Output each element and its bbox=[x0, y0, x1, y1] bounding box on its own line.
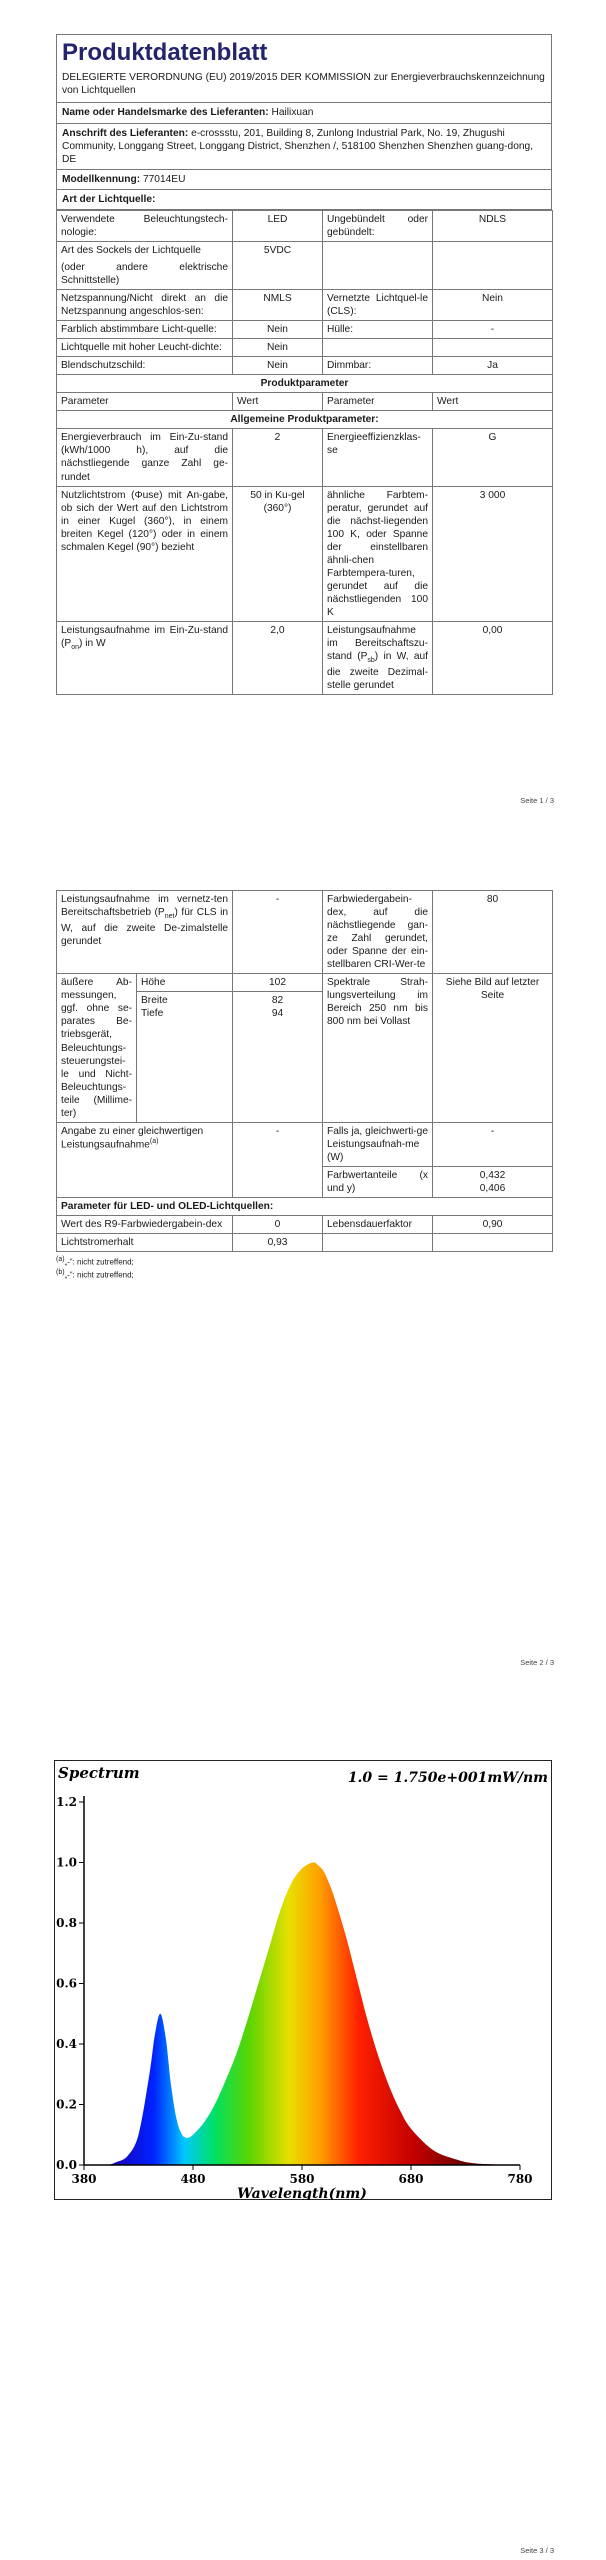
cell-empty bbox=[323, 1234, 433, 1252]
column-header-value: Wert bbox=[433, 393, 553, 411]
x-tick-label: 580 bbox=[289, 2172, 315, 2186]
cell-label: Energieeffizienzklas-se bbox=[323, 429, 433, 486]
x-axis-title: Wavelength(nm) bbox=[237, 2186, 367, 2200]
footnote-b: $^{(b)}$„-“: nicht zutreffend; bbox=[56, 1269, 134, 1280]
cell-label: Farbwertanteile (x und y) bbox=[323, 1166, 433, 1197]
table-row bbox=[57, 486, 553, 621]
table-row bbox=[57, 290, 553, 321]
page-number: Seite 1 / 3 bbox=[520, 796, 554, 805]
dimensions-label: äußere Ab-messungen, ggf. ohne se-parates Be-triebsgerät, Beleuchtungs-steuerungstei-le und Nicht-Beleuchtungs-teile (Millime-ter) bbox=[57, 974, 137, 1123]
cell-label: Lebensdauerfaktor bbox=[323, 1216, 433, 1234]
cell-value: 80 bbox=[433, 891, 553, 974]
address-row bbox=[56, 124, 552, 170]
cell-value: 3 000 bbox=[433, 486, 553, 621]
dimensions-names bbox=[137, 974, 233, 1123]
address-label: Anschrift des Lieferanten: bbox=[62, 127, 189, 139]
table-row bbox=[57, 891, 553, 974]
depth-value: 94 bbox=[271, 1008, 284, 1020]
cell-label: Ungebündelt oder gebündelt: bbox=[323, 210, 433, 241]
cell-label: Farblich abstimmbare Licht-quelle: bbox=[57, 321, 233, 339]
chart-annotation: 1.0 = 1.750e+001mW/nm bbox=[347, 1770, 548, 1786]
page-number: Seite 2 / 3 bbox=[520, 1658, 554, 1667]
cell-value: 0 bbox=[233, 1216, 323, 1234]
cell-label: Lichtquelle mit hoher Leucht-dichte: bbox=[57, 339, 233, 357]
table-row bbox=[57, 321, 553, 339]
cell-value: Siehe Bild auf letzter Seite bbox=[433, 974, 553, 1123]
product-parameters-title: Produktparameter bbox=[57, 375, 553, 393]
footnotes bbox=[56, 1255, 552, 1281]
cell-empty bbox=[323, 241, 433, 289]
column-header-value: Wert bbox=[233, 393, 323, 411]
document-title: Produktdatenblatt bbox=[62, 39, 268, 66]
cell-label: Netzspannung/Nicht direkt an die Netzspannung angeschlos-sen: bbox=[57, 290, 233, 321]
cell-label: ähnliche Farbtem-peratur, gerundet auf die nächst-liegenden 100 K, oder Spanne der einstellbaren ähnli-chen Farbtempera-turen, gerundet auf die nächstliegenden 100 K bbox=[323, 486, 433, 621]
regulation-text: DELEGIERTE VERORDNUNG (EU) 2019/2015 DER KOMMISSION zur Energieverbrauchskennzeichnung von Lichtquellen bbox=[62, 72, 545, 97]
cell-value: Nein bbox=[233, 321, 323, 339]
cell-value: - bbox=[233, 1122, 323, 1197]
x-tick-label: 780 bbox=[507, 2172, 533, 2186]
y-tick-label: 0.2 bbox=[56, 2097, 77, 2112]
column-header-parameter: Parameter bbox=[57, 393, 233, 411]
type-heading: Art der Lichtquelle: bbox=[56, 190, 552, 210]
chromaticity-y: 0,406 bbox=[479, 1182, 506, 1194]
cell-label: Leistungsaufnahme im vernetz-ten Bereitschaftsbetrieb $(P_{net})$ für CLS in W, auf die zweite De-zimalstelle gerundet bbox=[57, 891, 233, 974]
cell-empty bbox=[433, 339, 553, 357]
x-tick-label: 380 bbox=[71, 2172, 97, 2186]
page-3 bbox=[0, 1690, 606, 2560]
table-row bbox=[57, 1216, 553, 1234]
page-1 bbox=[0, 0, 606, 830]
table-row bbox=[57, 1122, 553, 1166]
page-2 bbox=[0, 830, 606, 1690]
table-row bbox=[57, 974, 553, 1123]
cell-empty bbox=[433, 241, 553, 289]
cell-label: Spektrale Strah-lungsverteilung im Bereich 250 nm bis 800 nm bei Vollast bbox=[323, 974, 433, 1123]
general-parameters-title: Allgemeine Produktparameter: bbox=[57, 411, 553, 429]
cell-label: Nutzlichtstrom (Φuse) mit An-gabe, ob sich der Wert auf den Lichtstrom in einer Kugel (360°), in einem breiten Kegel (120°) oder in einem schmalen Kegel (90°) bezieht bbox=[57, 486, 233, 621]
y-tick-label: 1.2 bbox=[56, 1795, 77, 1809]
y-tick-label: 0.4 bbox=[56, 2037, 77, 2051]
cell-label: Angabe zu einer gleichwertigen Leistungsaufnahme$^{(a)}$ bbox=[57, 1122, 233, 1197]
cell-label: Leistungsaufnahme im Ein-Zu-stand $(P_{on})$ in W bbox=[57, 622, 233, 695]
cell-value: 50 in Ku-gel (360°) bbox=[233, 486, 323, 621]
chromaticity-values bbox=[433, 1166, 553, 1197]
cell-value: 0,93 bbox=[233, 1234, 323, 1252]
column-header-parameter: Parameter bbox=[323, 393, 433, 411]
parameters-continued bbox=[56, 890, 552, 1281]
address-value: e-crossstu, 201, Building 8, Zunlong Industrial Park, No. 19, Zhugushi Community, Longgang Street, Longgang District, Shenzhen /, 518100 Shenzhen Shenzhen guang-dong, DE bbox=[62, 127, 534, 165]
depth-label: Tiefe bbox=[141, 1008, 164, 1020]
y-tick-label: 0.0 bbox=[56, 2158, 77, 2172]
cell-label: Falls ja, gleichwerti-ge Leistungsaufnah-me (W) bbox=[323, 1122, 433, 1166]
table-row bbox=[57, 1234, 553, 1252]
table-row bbox=[57, 622, 553, 695]
y-tick-label: 0.6 bbox=[56, 1976, 77, 1991]
cell-value: 2,0 bbox=[233, 622, 323, 695]
cell-label: Energieverbrauch im Ein-Zu-stand (kWh/1000 h), auf die nächstliegende ganze Zahl ge-rundet bbox=[57, 429, 233, 486]
cell-value: NMLS bbox=[233, 290, 323, 321]
footnote-a: $^{(a)}$„-“: nicht zutreffend; bbox=[56, 1256, 134, 1267]
model-row bbox=[56, 170, 552, 190]
cell-label: (oder andere elektrische Schnittstelle) bbox=[57, 259, 233, 290]
height-label: Höhe bbox=[137, 974, 232, 992]
cell-value: - bbox=[233, 891, 323, 974]
section-title-row bbox=[57, 1198, 553, 1216]
table-row bbox=[57, 241, 553, 259]
section-title-row bbox=[57, 411, 553, 429]
section-title-row bbox=[57, 375, 553, 393]
light-source-type-table bbox=[56, 210, 553, 695]
cell-label: Lichtstromerhalt bbox=[57, 1234, 233, 1252]
title-box bbox=[56, 34, 552, 103]
cell-value: G bbox=[433, 429, 553, 486]
cell-value: 5VDC bbox=[233, 241, 323, 259]
cell-value: 2 bbox=[233, 429, 323, 486]
cell-label: Art des Sockels der Lichtquelle bbox=[57, 241, 233, 259]
cell-label: Vernetzte Lichtquel-le (CLS): bbox=[323, 290, 433, 321]
width-label: Breite bbox=[141, 995, 168, 1007]
model-value: 77014EU bbox=[142, 173, 186, 185]
cell-value: - bbox=[433, 1122, 553, 1166]
cell-label: Leistungsaufnahme im Bereitschaftszu-stand $(P_{sb})$ in W, auf die zweite Dezimal-stelle gerundet bbox=[323, 622, 433, 695]
y-tick-label: 0.8 bbox=[56, 1916, 77, 1930]
model-label: Modellkennung: bbox=[62, 173, 141, 185]
cell-value: 0,90 bbox=[433, 1216, 553, 1234]
chromaticity-x: 0,432 bbox=[479, 1169, 506, 1181]
cell-value: - bbox=[433, 321, 553, 339]
cell-label: Hülle: bbox=[323, 321, 433, 339]
chart-title: Spectrum bbox=[58, 1764, 140, 1782]
cell-label: Blendschutzschild: bbox=[57, 357, 233, 375]
cell-empty bbox=[233, 259, 323, 290]
y-tick-label: 1.0 bbox=[56, 1855, 77, 1870]
cell-empty bbox=[433, 1234, 553, 1252]
table-row bbox=[57, 339, 553, 357]
x-tick-label: 680 bbox=[398, 2172, 424, 2186]
cell-label: Dimmbar: bbox=[323, 357, 433, 375]
supplier-label: Name oder Handelsmarke des Lieferanten: bbox=[62, 107, 269, 119]
cell-value: Ja bbox=[433, 357, 553, 375]
height-value: 102 bbox=[233, 974, 322, 992]
cell-empty bbox=[323, 339, 433, 357]
cell-value: NDLS bbox=[433, 210, 553, 241]
cell-label: Verwendete Beleuchtungstech-nologie: bbox=[57, 210, 233, 241]
supplier-value: Hailixuan bbox=[271, 107, 314, 119]
table-row bbox=[57, 210, 553, 241]
datasheet-header bbox=[56, 34, 552, 695]
cell-label: Farbwiedergabein-dex, auf die nächstliegende gan-ze Zahl gerundet, oder Spanne der ein-stellbaren CRI-Wer-te bbox=[323, 891, 433, 974]
table-row bbox=[57, 357, 553, 375]
cell-value: Nein bbox=[233, 339, 323, 357]
cell-label: Wert des R9-Farbwiedergabein-dex bbox=[57, 1216, 233, 1234]
dimensions-values bbox=[233, 974, 323, 1123]
parameters-table-continued bbox=[56, 890, 553, 1252]
cell-value: Nein bbox=[433, 290, 553, 321]
width-value: 82 bbox=[271, 995, 284, 1007]
table-row bbox=[57, 429, 553, 486]
supplier-row bbox=[56, 103, 552, 123]
x-tick-label: 480 bbox=[180, 2172, 206, 2186]
cell-value: 0,00 bbox=[433, 622, 553, 695]
led-parameters-title: Parameter für LED- und OLED-Lichtquellen: bbox=[57, 1198, 553, 1216]
cell-value: Nein bbox=[233, 357, 323, 375]
page-number: Seite 3 / 3 bbox=[520, 2546, 554, 2555]
spectrum-chart bbox=[54, 1760, 552, 2200]
cell-value: LED bbox=[233, 210, 323, 241]
column-header-row bbox=[57, 393, 553, 411]
